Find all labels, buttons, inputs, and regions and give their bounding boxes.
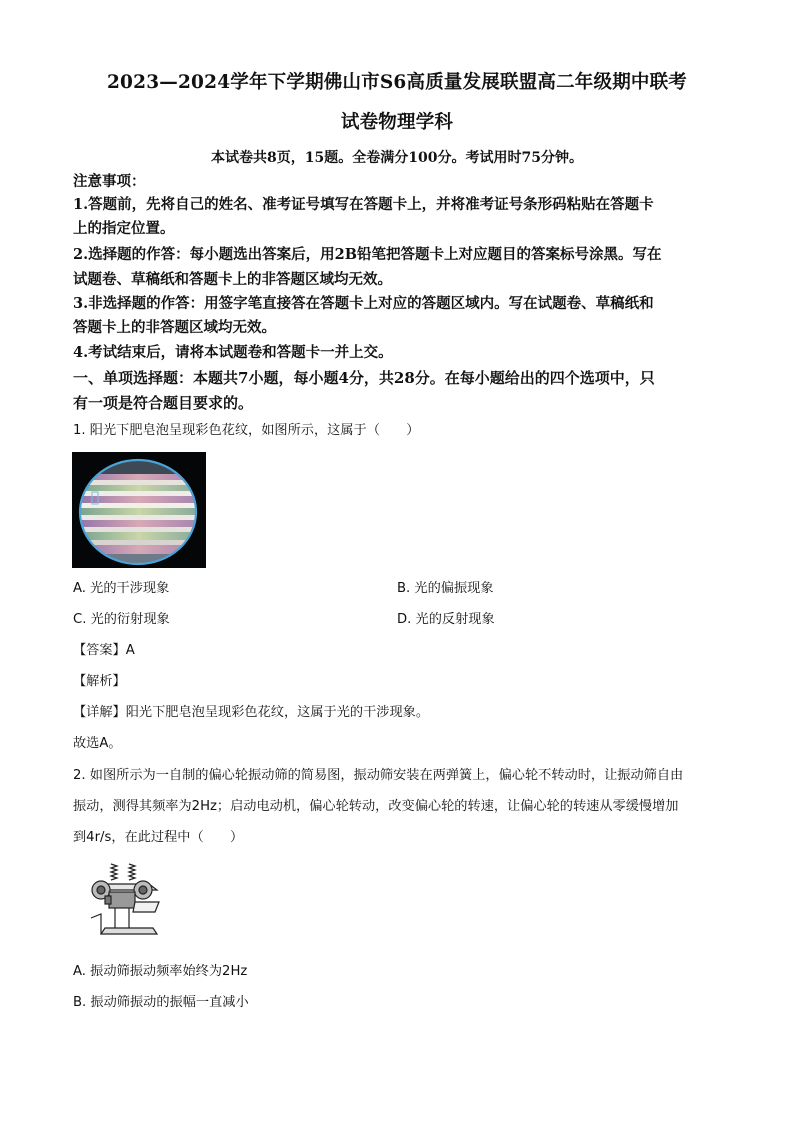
exam-info: 本试卷共8页，15题。全卷满分100分。考试用时75分钟。: [211, 150, 583, 166]
q1-option-a: A. 光的干涉现象: [73, 581, 170, 596]
note-line: 3.非选择题的作答：用签字笔直接答在答题卡上对应的答题区域内。写在试题卷、草稿纸和: [73, 295, 654, 312]
vibrating-screen-diagram: [85, 858, 165, 948]
q1-answer: 【答案】A: [73, 643, 135, 658]
soap-bubble-image: [72, 452, 206, 568]
question-2-stem-line: 到4r/s，在此过程中（ ）: [73, 830, 244, 845]
section-heading: 一、单项选择题：本题共7小题，每小题4分，共28分。在每小题给出的四个选项中，只: [73, 369, 655, 387]
note-line: 1.答题前，先将自己的姓名、准考证号填写在答题卡上，并将准考证号条形码粘贴在答题卡: [73, 196, 654, 213]
exam-subtitle: 试卷物理学科: [340, 112, 454, 133]
q1-detail: 【详解】阳光下肥皂泡呈现彩色花纹，这属于光的干涉现象。: [73, 705, 430, 720]
vibrating-screen-figure: [85, 858, 165, 948]
note-line: 2.选择题的作答：每小题选出答案后，用2B铅笔把答题卡上对应题目的答案标号涂黑。写在: [73, 246, 662, 263]
note-line: 试题卷、草稿纸和答题卡上的非答题区域均无效。: [73, 271, 392, 288]
note-line: 答题卡上的非答题区域均无效。: [73, 319, 276, 336]
note-line: 4.考试结束后，请将本试题卷和答题卡一并上交。: [73, 344, 393, 361]
q2-option-a: A. 振动筛振动频率始终为2Hz: [73, 964, 248, 979]
note-line: 上的指定位置。: [73, 220, 175, 237]
q1-option-d: D. 光的反射现象: [397, 612, 495, 627]
notes-heading: 注意事项：: [73, 173, 146, 190]
question-2-stem-line: 2. 如图所示为一自制的偏心轮振动筛的简易图，振动筛安装在两弹簧上，偏心轮不转动时，让振动筛自由: [73, 768, 684, 783]
question-1-stem: 1. 阳光下肥皂泡呈现彩色花纹，如图所示，这属于（ ）: [73, 423, 420, 438]
section-heading-cont: 有一项是符合题目要求的。: [73, 394, 254, 412]
soap-bubble-figure: [72, 452, 206, 568]
q1-option-b: B. 光的偏振现象: [397, 581, 494, 596]
question-2-stem-line: 振动，测得其频率为2Hz；启动电动机，偏心轮转动，改变偏心轮的转速，让偏心轮的转速从零缓慢增加: [73, 799, 679, 814]
q1-conclusion: 故选A。: [73, 736, 122, 751]
q2-option-b: B. 振动筛振动的振幅一直减小: [73, 995, 249, 1010]
q1-analysis-label: 【解析】: [73, 674, 126, 689]
exam-title: 2023—2024学年下学期佛山市S6高质量发展联盟高二年级期中联考: [106, 72, 687, 93]
q1-option-c: C. 光的衍射现象: [73, 612, 170, 627]
